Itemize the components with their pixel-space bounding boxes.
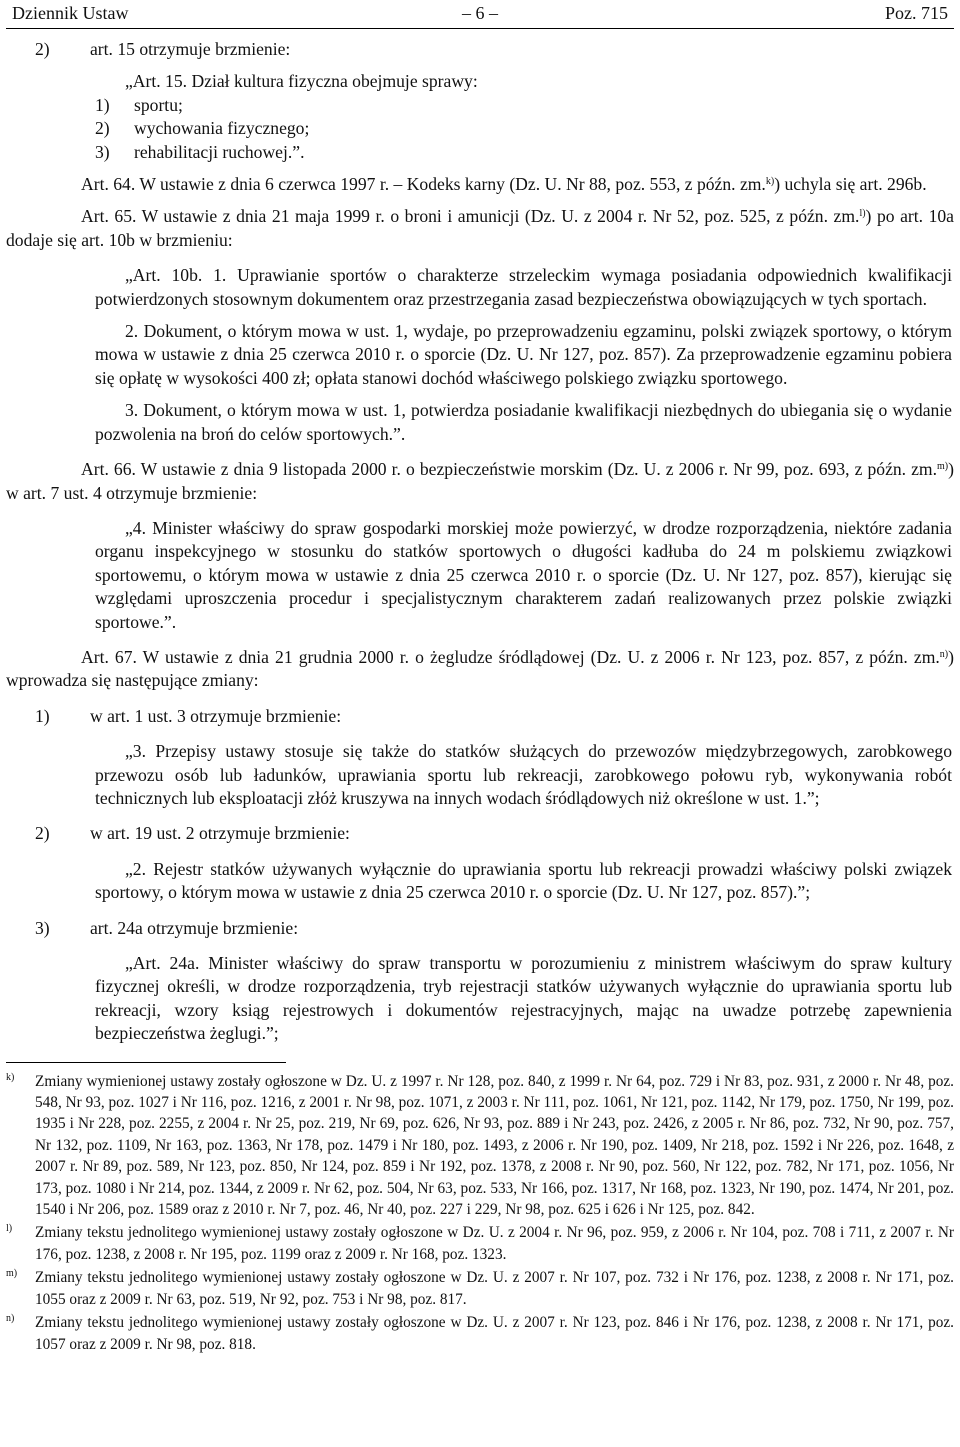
art67-item-quote: „2. Rejestr statków używanych wyłącznie do uprawiania sportu lub rekreacji prowadzi właściwy polski związek sportowy, o którym mowa w ustawie z dnia 25 czerwca 2010 r. o sporcie (Dz. U. Nr 127, poz. 857).”; — [95, 858, 952, 903]
page-number: – 6 – — [462, 3, 498, 23]
footnote-ref-l[interactable]: l) — [859, 208, 866, 220]
art67-item-quote: „3. Przepisy ustawy stosuje się także do statków służących do przewozów międzybrzegowych, zarobkowego przewozu osób lub ładunków, uprawiania sportu lub rekreacji, zarobkowego połowu ryb, wykonywania robót technicznych lub eksploatacji złóż kruszywa na innych wodach śródlądowych niż określone w ust. 1.”; — [95, 741, 952, 808]
footnote-n: n) Zmiany tekstu jednolitego wymienionej ustawy zostały ogłoszone w Dz. U. z 2007 r. Nr 123, poz. 846 i Nr 176, poz. 1238, z 2008 r. Nr 171, poz. 1057 oraz z 2009 r. Nr 98, poz. 818. — [6, 1313, 954, 1353]
art10b-paragraph-3: 3. Dokument, o którym mowa w ust. 1, potwierdza posiadanie kwalifikacji niezbędnych do ubiegania się o wydanie pozwolenia na broń do celów sportowych.”. — [95, 400, 952, 444]
art10b-paragraph-2: 2. Dokument, o którym mowa w ust. 1, wydaje, po przeprowadzeniu egzaminu, polski związek sportowy, o którym mowa w ustawie z dnia 25 czerwca 2010 r. o sporcie (Dz. U. Nr 127, poz. 857). Za przeprowadzenie egzaminu pobiera się opłatę w wysokości 400 zł; opłata stanowi dochód właściwego polskiego związku sportowego. — [95, 321, 952, 388]
article-66: Art. 66. W ustawie z dnia 9 listopada 2000 r. o bezpieczeństwie morskim (Dz. U. z 2006 r. Nr 99, poz. 693, z późn. zm.$^{m)}$) w art. 7 ust. 4 otrzymuje brzmienie: — [6, 459, 954, 503]
article-64: Art. 64. W ustawie z dnia 6 czerwca 1997 r. – Kodeks karny (Dz. U. Nr 88, poz. 553, z późn. zm.$^{k)}$) uchyla się art. 296b. — [81, 174, 927, 195]
art15-list-item: 3) rehabilitacji ruchowej.”. — [95, 141, 305, 162]
footnote-k: k) Zmiany wymienionej ustawy zostały ogłoszone w Dz. U. z 1997 r. Nr 128, poz. 840, z 1999 r. Nr 64, poz. 729 i Nr 83, poz. 931, z 2000 r. Nr 48, poz. 548, Nr 93, poz. 1027 i Nr 116, poz. 1216, z 2001 r. Nr 98, poz. 1071, z 2003 r. Nr 111, poz. 1061, Nr 121, poz. 1142, Nr 179, poz. 1750, Nr 199, poz. 1935 i Nr 228, poz. 2255, z 2004 r. Nr 25, poz. 219, Nr 69, poz. 626, Nr 93, poz. 889 i Nr 243, poz. 2426, z 2005 r. Nr 86, poz. 732, Nr 90, poz. 757, Nr 132, poz. 1109, Nr 163, poz. 1363, Nr 178, poz. 1479 i Nr 180, poz. 1493, z 2006 r. Nr 190, poz. 1409, Nr 218, poz. 1592 i Nr 226, poz. 1648, z 2007 r. Nr 89, poz. 589, Nr 123, poz. 850, Nr 124, poz. 859 i Nr 192, poz. 1378, z 2008 r. Nr 90, poz. 560, Nr 122, poz. 782, Nr 171, poz. 1056, Nr 173, poz. 1080 i Nr 214, poz. 1344, z 2009 r. Nr 62, poz. 504, Nr 63, poz. 533, Nr 166, poz. 1317, Nr 168, poz. 1323, Nr 190, poz. 1474, Nr 201, poz. 1540 i Nr 206, poz. 1589 oraz z 2010 r. Nr 7, poz. 46, Nr 40, poz. 227 i 229, Nr 98, poz. 625 i 626 i Nr 125, poz. 842. — [6, 1071, 954, 1219]
article-67: Art. 67. W ustawie z dnia 21 grudnia 2000 r. o żegludze śródlądowej (Dz. U. z 2006 r. Nr 123, poz. 857, z późn. zm.$^{n)}$) wprowadza się następujące zmiany: — [6, 646, 954, 691]
art10b-paragraph-1: „Art. 10b. 1. Uprawianie sportów o charakterze strzeleckim wymaga posiadania odpowiednich kwalifikacji potwierdzonych stosownym dokumentem oraz przestrzegania zasad bezpieczeństwa obowiązujących w tych sportach. — [95, 265, 952, 309]
footnote-separator — [6, 1062, 286, 1063]
art15-list-item: 2) wychowania fizycznego; — [95, 118, 310, 139]
amendment-item-2: 2) art. 15 otrzymuje brzmienie: — [35, 39, 291, 59]
document-body — [6, 29, 954, 1046]
journal-title: Dziennik Ustaw — [12, 3, 129, 23]
footnote-ref-k[interactable]: k) — [765, 176, 775, 188]
footnote-ref-n[interactable]: n) — [939, 648, 949, 660]
art67-item: 2) w art. 19 ust. 2 otrzymuje brzmienie: — [35, 823, 350, 844]
art66-quote: „4. Minister właściwy do spraw gospodarki morskiej może powierzyć, w drodze rozporządzenia, niektóre zadania organu inspekcyjnego w stosunku do statków sportowych o długości kadłuba do 24 m polskiemu związkowi sportowemu, o którym mowa w ustawie z dnia 25 czerwca 2010 r. o sporcie (Dz. U. Nr 127, poz. 857), kierując się względami uproszczenia procedur i specjalistycznym charakterem zadań realizowanych przez polskie związki sportowe.”. — [95, 517, 952, 632]
article-65: Art. 65. W ustawie z dnia 21 maja 1999 r. o broni i amunicji (Dz. U. z 2004 r. Nr 52, poz. 525, z późn. zm.$^{l)}$) po art. 10a dodaje się art. 10b w brzmieniu: — [6, 206, 954, 250]
art15-list-item: 1) sportu; — [95, 94, 183, 115]
art67-item: 1) w art. 1 ust. 3 otrzymuje brzmienie: — [35, 705, 342, 726]
art67-item-quote: „Art. 24a. Minister właściwy do spraw transportu w porozumieniu z ministrem właściwym do spraw kultury fizycznej określi, w drodze rozporządzenia, tryb rejestracji statków używanych wyłącznie do uprawiania sportu lub rekreacji, wzory ksiąg rejestrowych i dokumentów rejestracyjnych, mając na uwadze potrzebę zapewnienia bezpieczeństwa żeglugi.”; — [95, 953, 952, 1044]
page-header — [6, 0, 954, 26]
footnote-m: m) Zmiany tekstu jednolitego wymienionej ustawy zostały ogłoszone w Dz. U. z 2007 r. Nr 107, poz. 732 i Nr 176, poz. 1238, z 2008 r. Nr 171, poz. 1055 oraz z 2009 r. Nr 63, poz. 519, Nr 92, poz. 753 i Nr 98, poz. 817. — [6, 1268, 954, 1308]
position-number: Poz. 715 — [885, 3, 948, 23]
footnotes — [6, 1071, 954, 1355]
art15-quote: „Art. 15. Dział kultura fizyczna obejmuje sprawy: — [125, 71, 478, 92]
footnote-ref-m[interactable]: m) — [937, 461, 949, 473]
art67-item: 3) art. 24a otrzymuje brzmienie: — [35, 917, 299, 938]
footnote-l: l) Zmiany tekstu jednolitego wymienionej ustawy zostały ogłoszone w Dz. U. z 2004 r. Nr 96, poz. 959, z 2006 r. Nr 104, poz. 708 i 711, z 2007 r. Nr 176, poz. 1238, z 2008 r. Nr 195, poz. 1199 oraz z 2009 r. Nr 168, poz. 1323. — [6, 1223, 954, 1263]
